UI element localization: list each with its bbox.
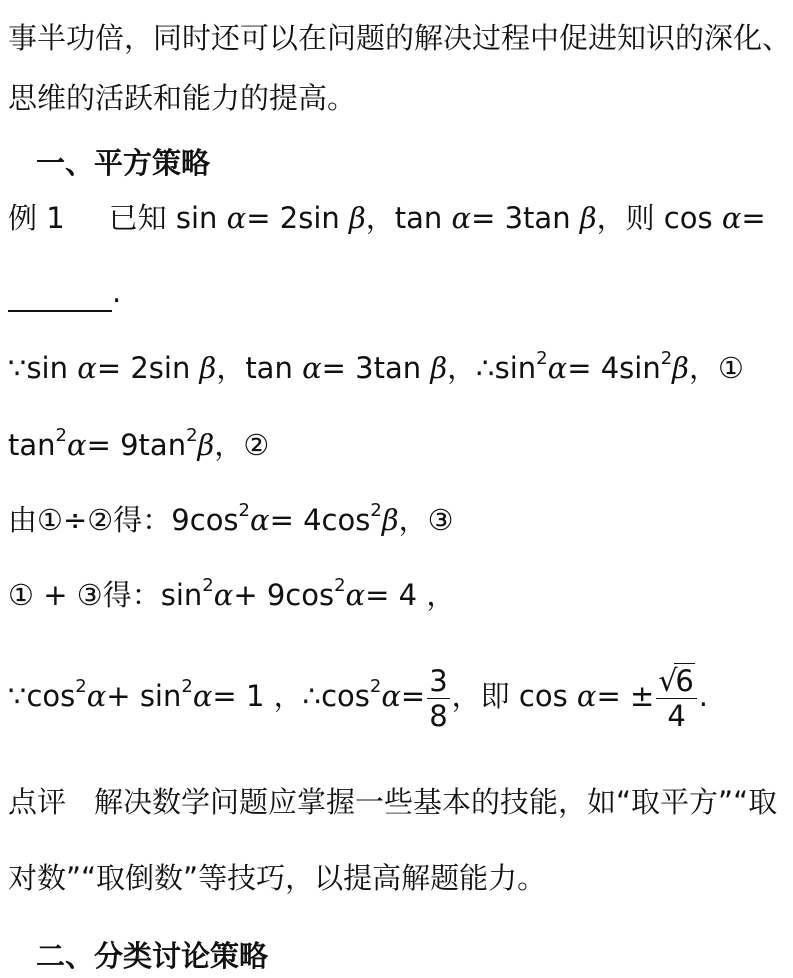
superscript-2: 2	[202, 575, 214, 597]
superscript-2: 2	[660, 348, 673, 370]
alpha-symbol: α	[547, 351, 568, 385]
cos9: 9cos	[171, 503, 239, 537]
section-heading-1-text: 一、平方策略	[36, 146, 211, 180]
intro-text-2: 思维的活跃和能力的提高。	[8, 81, 357, 115]
superscript-2: 2	[334, 575, 346, 597]
beta-symbol: β	[381, 503, 399, 537]
fraction-denominator: 8	[429, 698, 448, 733]
comment-text-2: 对数”“取倒数”等技巧，以提高解题能力。	[8, 861, 547, 895]
alpha-symbol: α	[576, 679, 597, 713]
num	[656, 664, 696, 698]
sin: sin	[26, 351, 78, 385]
eq-2sin: = 2sin	[246, 201, 349, 235]
comma: ，	[398, 503, 428, 537]
answer-blank	[8, 286, 112, 312]
period: .	[112, 275, 122, 309]
solution-line-5	[8, 660, 708, 733]
alpha-symbol: α	[226, 201, 247, 235]
superscript-2: 2	[181, 676, 193, 698]
eq1: = 1 ，	[212, 679, 303, 713]
beta-symbol: β	[579, 201, 597, 235]
section-heading-2	[36, 936, 268, 976]
sqrt-6	[658, 664, 694, 698]
superscript-2: 2	[55, 425, 67, 447]
equation-marker-2: ②	[243, 428, 270, 462]
comment-label: 点评	[8, 785, 67, 819]
example-1-statement	[8, 198, 766, 238]
plus13: ① + ③得：	[8, 578, 161, 612]
solution-line-3	[8, 500, 454, 540]
therefore-symbol: ∴	[476, 351, 495, 385]
comma: ，	[688, 351, 718, 385]
section-heading-1	[36, 143, 210, 183]
radicand: 6	[675, 663, 694, 698]
eq-4sin: = 4sin	[567, 351, 661, 385]
fraction-3-8	[427, 664, 449, 733]
alpha-symbol: α	[302, 351, 322, 385]
equation-marker-3: ③	[427, 503, 454, 537]
therefore-symbol: ∴	[302, 679, 322, 713]
beta-symbol: β	[197, 428, 215, 462]
alpha-symbol: α	[213, 578, 234, 612]
intro-line-1	[8, 18, 791, 58]
then-cos: ，即 cos	[451, 679, 577, 713]
eq-3tan: = 3tan	[471, 201, 580, 235]
superscript-2: 2	[238, 500, 250, 522]
superscript-2: 2	[536, 348, 548, 370]
because-symbol: ∵	[8, 679, 27, 713]
comma: ，	[447, 351, 477, 385]
superscript-2: 2	[75, 676, 87, 698]
beta-symbol: β	[672, 351, 689, 385]
solution-line-4	[8, 575, 455, 615]
alpha-symbol: α	[66, 428, 87, 462]
fraction-numerator: 3	[429, 663, 448, 698]
intro-line-2	[8, 78, 356, 118]
alpha-symbol: α	[451, 201, 472, 235]
solution-line-2	[8, 425, 269, 465]
tan: tan	[8, 428, 56, 462]
from-1-div-2: 由①÷②得：	[8, 503, 172, 537]
eq-2sin: = 2sin	[96, 351, 200, 385]
superscript-2: 2	[186, 425, 198, 447]
comment-line-1	[8, 782, 777, 822]
comma-tan: ，tan	[216, 351, 303, 385]
plus9cos: + 9cos	[233, 578, 335, 612]
given-text: 已知 sin	[108, 201, 227, 235]
radical-sign: √	[658, 663, 678, 699]
cos: cos	[321, 679, 370, 713]
plussin: + sin	[106, 679, 182, 713]
answer-blank-line	[8, 272, 121, 312]
comment-text-1: 解决数学问题应掌握一些基本的技能，如“取平方”“取	[94, 785, 778, 819]
eq-4cos: = 4cos	[269, 503, 371, 537]
period: .	[698, 679, 708, 713]
beta-symbol: β	[199, 351, 217, 385]
alpha-symbol: α	[721, 201, 742, 235]
then-cos: ，则 cos	[596, 201, 722, 235]
alpha-symbol: α	[250, 503, 270, 537]
eq4: = 4 ，	[365, 578, 456, 612]
equation-marker-1: ①	[717, 351, 744, 385]
superscript-2: 2	[369, 676, 382, 698]
plus-minus: = ±	[596, 679, 655, 713]
alpha-symbol: α	[192, 679, 213, 713]
alpha-symbol: α	[86, 679, 107, 713]
example-label: 例 1	[8, 201, 65, 235]
superscript-2: 2	[370, 500, 382, 522]
sin: sin	[494, 351, 537, 385]
section-heading-2-text: 二、分类讨论策略	[36, 939, 269, 973]
beta-symbol: β	[430, 351, 448, 385]
eq-3tan: = 3tan	[321, 351, 431, 385]
alpha-symbol: α	[345, 578, 366, 612]
comma-tan: ，tan	[365, 201, 452, 235]
fraction-sqrt6-4	[656, 664, 696, 733]
eq-9tan: = 9tan	[86, 428, 187, 462]
cos: cos	[26, 679, 76, 713]
equals: =	[400, 679, 426, 713]
comma: ，	[214, 428, 244, 462]
beta-symbol: β	[348, 201, 366, 235]
because-symbol: ∵	[8, 351, 27, 385]
alpha-symbol: α	[77, 351, 97, 385]
fraction-denominator: 4	[667, 698, 686, 733]
intro-text-1: 事半功倍，同时还可以在问题的解决过程中促进知识的深化、	[8, 21, 792, 55]
comment-line-2	[8, 858, 546, 898]
equals: =	[741, 201, 766, 235]
alpha-symbol: α	[381, 679, 401, 713]
sin: sin	[160, 578, 203, 612]
solution-line-1	[8, 348, 744, 388]
